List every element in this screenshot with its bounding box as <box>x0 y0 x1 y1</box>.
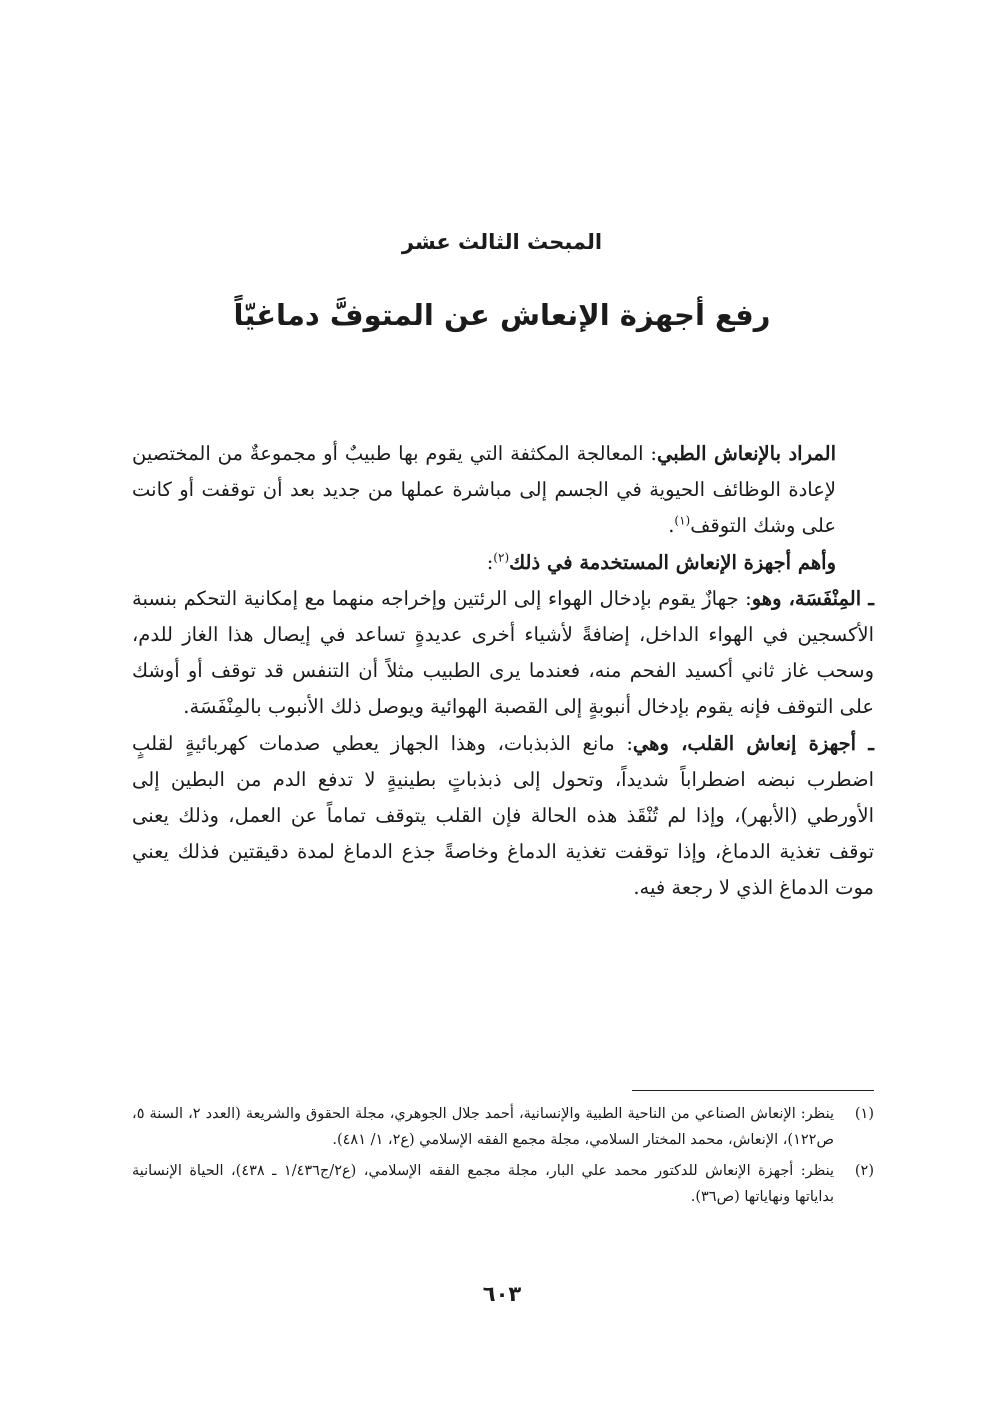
paragraph-ventilator <box>132 581 874 726</box>
paragraph-devices-heading <box>132 545 874 581</box>
devices-heading-end: : <box>486 550 494 574</box>
footnote-text: ينظر: أجهزة الإنعاش للدكتور محمد علي البار، مجلة مجمع الفقه الإسلامي، (ع٢/ج١/٤٣٦ ـ ٤٣٨)، الحياة الإنسانية بداياتها ونهاياتها (ص٣٦). <box>132 1163 834 1205</box>
footnote-number: (١) <box>854 1106 874 1122</box>
footnote-text: ينظر: الإنعاش الصناعي من الناحية الطبية والإنسانية، أحمد جلال الجوهري، مجلة الحقوق والشريعة (العدد ٢، السنة ٥، ص١٢٢)، الإنعاش، محمد المختار السلامي، مجلة مجمع الفقه الإسلامي (ع٢، ١/ ٤٨١). <box>132 1106 834 1148</box>
footnote-2 <box>132 1158 874 1210</box>
paragraph-heart-devices <box>132 726 874 907</box>
ventilator-text: : جهازٌ يقوم بإدخال الهواء إلى الرئتين وإخراجه منهما مع إمكانية التحكم بنسبة الأكسجين في الهواء الداخل، إضافةً لأشياء أخرى عديدةٍ تساعد في إيصال هذا الغاز للدم، وسحب غاز ثاني أكسيد الفحم منه، فعندما يرى الطبيب مثلاً أن التنفس قد توقف أو أوشك على التوقف فإنه يقوم بإدخال أنبوبةٍ إلى القصبة الهوائية ويوصل ذلك الأنبوب بالمِنْفَسَة. <box>132 586 874 719</box>
chapter-label: المبحث الثالث عشر <box>401 230 603 254</box>
ventilator-term: ـ المِنْفَسَة، وهو <box>751 586 874 610</box>
page-number: ٦٠٣ <box>482 1282 522 1306</box>
footnote-number: (٢) <box>854 1163 874 1179</box>
heart-devices-text: : مانع الذبذبات، وهذا الجهاز يعطي صدمات كهربائيةٍ لقلبٍ اضطرب نبضه اضطراباً شديداً، وتحول إلى ذبذباتٍ بطينيةٍ لا تدفع الدم من البطين إلى الأورطي (الأبهر)، وإذا لم تُنْقَذ هذه الحالة فإن القلب يتوقف تماماً عن العمل، وذلك يعنى توقف تغذية الدماغ، وإذا توقفت تغذية الدماغ وخاصةً جذع الدماغ لمدة دقيقتين فذلك يعني موت الدماغ الذي لا رجعة فيه. <box>132 731 874 900</box>
definition-end: . <box>668 514 675 538</box>
body-text <box>132 436 874 907</box>
footnote-1 <box>132 1101 874 1153</box>
footnotes <box>132 1101 874 1215</box>
footnote-ref-2: (٢) <box>493 550 510 565</box>
devices-heading: وأهم أجهزة الإنعاش المستخدمة في ذلك <box>509 550 836 574</box>
footnote-ref-1: (١) <box>674 513 691 528</box>
paragraph-definition <box>132 436 874 545</box>
definition-term: المراد بالإنعاش الطبي <box>657 442 836 465</box>
chapter-title: رفع أجهزة الإنعاش عن المتوفَّ دماغيّاً <box>233 298 771 332</box>
definition-text: : المعالجة المكثفة التي يقوم بها طبيبٌ أو مجموعةٌ من المختصين لإعادة الوظائف الحيوية في الجسم إلى مباشرة عملها من جديد بعد أن توقفت أو كانت على وشك التوقف <box>132 442 836 538</box>
footnote-divider <box>632 1090 874 1091</box>
heart-devices-term: ـ أجهزة إنعاش القلب، وهي <box>632 731 874 755</box>
